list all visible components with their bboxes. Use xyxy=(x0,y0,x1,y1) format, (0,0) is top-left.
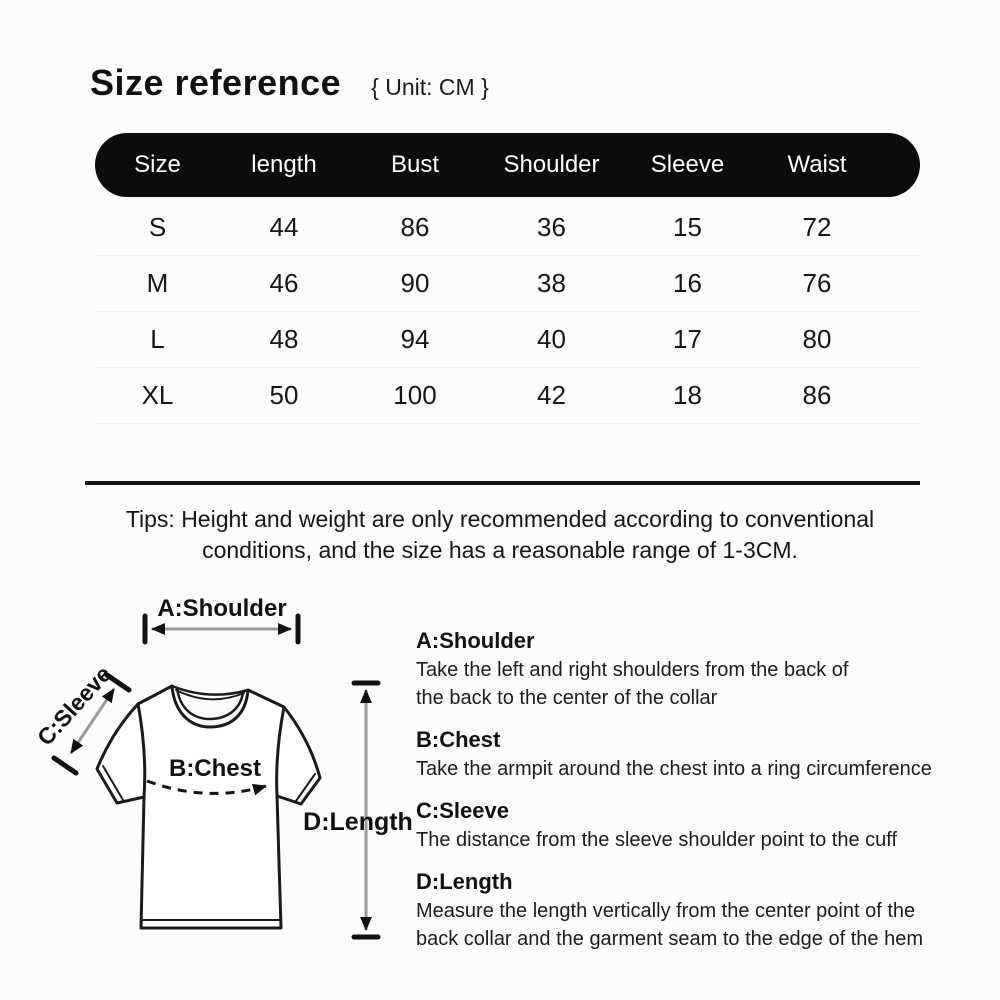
tips-line-2: conditions, and the size has a reasonable range of 1-3CM. xyxy=(202,537,798,563)
measurement-description: the back to the center of the collar xyxy=(416,687,718,709)
measurement-label: A:Shoulder xyxy=(416,628,535,653)
measurement-item-c-sleeve xyxy=(416,796,976,854)
table-cell: L xyxy=(150,324,165,354)
measurement-item-b-chest xyxy=(416,725,976,783)
column-header-bust: Bust xyxy=(390,151,440,178)
shoulder-label: A:Shoulder xyxy=(157,595,287,622)
sleeve-label: C:Sleeve xyxy=(31,660,117,751)
column-header-size: Size xyxy=(134,151,181,178)
measurement-description: The distance from the sleeve shoulder point to the cuff xyxy=(416,829,898,851)
tshirt-measurement-diagram xyxy=(30,580,430,1000)
table-cell: 94 xyxy=(400,324,430,354)
table-cell: 100 xyxy=(393,380,437,410)
shoulder-measure xyxy=(145,595,298,642)
table-cell: 50 xyxy=(269,380,299,410)
table-body xyxy=(95,197,920,424)
unit-label: { Unit: CM } xyxy=(371,74,489,100)
table-cell: S xyxy=(148,212,167,242)
table-cell: 42 xyxy=(537,380,566,410)
table-cell: 76 xyxy=(802,268,832,298)
measurement-description: Measure the length vertically from the center point of the xyxy=(416,900,916,922)
column-header-length: length xyxy=(251,151,317,178)
table-cell: 36 xyxy=(537,212,566,242)
measurement-description: Take the armpit around the chest into a ring circumference xyxy=(416,758,932,780)
table-cell: 40 xyxy=(537,324,566,354)
table-row-s xyxy=(95,200,920,256)
table-row-l xyxy=(95,312,920,368)
measurement-item-a-shoulder xyxy=(416,626,976,712)
size-table xyxy=(95,133,920,424)
measurement-label: C:Sleeve xyxy=(416,798,509,823)
measurement-label: D:Length xyxy=(416,869,513,894)
measurement-description: back collar and the garment seam to the edge of the hem xyxy=(416,928,923,950)
table-row-m xyxy=(95,256,920,312)
length-label: D:Length xyxy=(303,808,413,836)
table-cell: 46 xyxy=(269,268,299,298)
table-cell: 90 xyxy=(400,268,430,298)
length-measure xyxy=(303,683,413,937)
table-cell: 86 xyxy=(802,380,832,410)
table-cell: 18 xyxy=(673,380,702,410)
table-cell: 16 xyxy=(673,268,702,298)
table-row-xl xyxy=(95,368,920,424)
table-cell: 80 xyxy=(802,324,832,354)
table-cell: XL xyxy=(141,380,174,410)
table-cell: 15 xyxy=(673,212,702,242)
column-header-sleeve: Sleeve xyxy=(650,151,725,178)
column-header-shoulder: Shoulder xyxy=(503,151,600,178)
table-header xyxy=(95,133,920,197)
page-title: Size reference xyxy=(90,62,342,103)
chest-label: B:Chest xyxy=(168,755,262,782)
table-cell: 86 xyxy=(400,212,430,242)
measurement-description: Take the left and right shoulders from the back of xyxy=(416,659,849,681)
table-cell: 44 xyxy=(269,212,299,242)
divider-line xyxy=(85,481,920,485)
tshirt-illustration xyxy=(97,686,320,928)
table-cell: 72 xyxy=(802,212,832,242)
measurement-item-d-length xyxy=(416,867,976,953)
column-header-waist: Waist xyxy=(787,151,847,178)
tips-line-1: Tips: Height and weight are only recommended according to conventional xyxy=(125,506,875,532)
title-row xyxy=(90,62,489,104)
measurement-label: B:Chest xyxy=(416,727,501,752)
measurement-descriptions xyxy=(416,626,976,966)
tshirt-outline xyxy=(97,686,320,928)
tips-text xyxy=(0,504,1000,566)
table-cell: M xyxy=(146,268,169,298)
table-cell: 48 xyxy=(269,324,299,354)
sleeve-bottom-tick xyxy=(54,758,76,773)
table-cell: 38 xyxy=(537,268,566,298)
table-cell: 17 xyxy=(673,324,702,354)
